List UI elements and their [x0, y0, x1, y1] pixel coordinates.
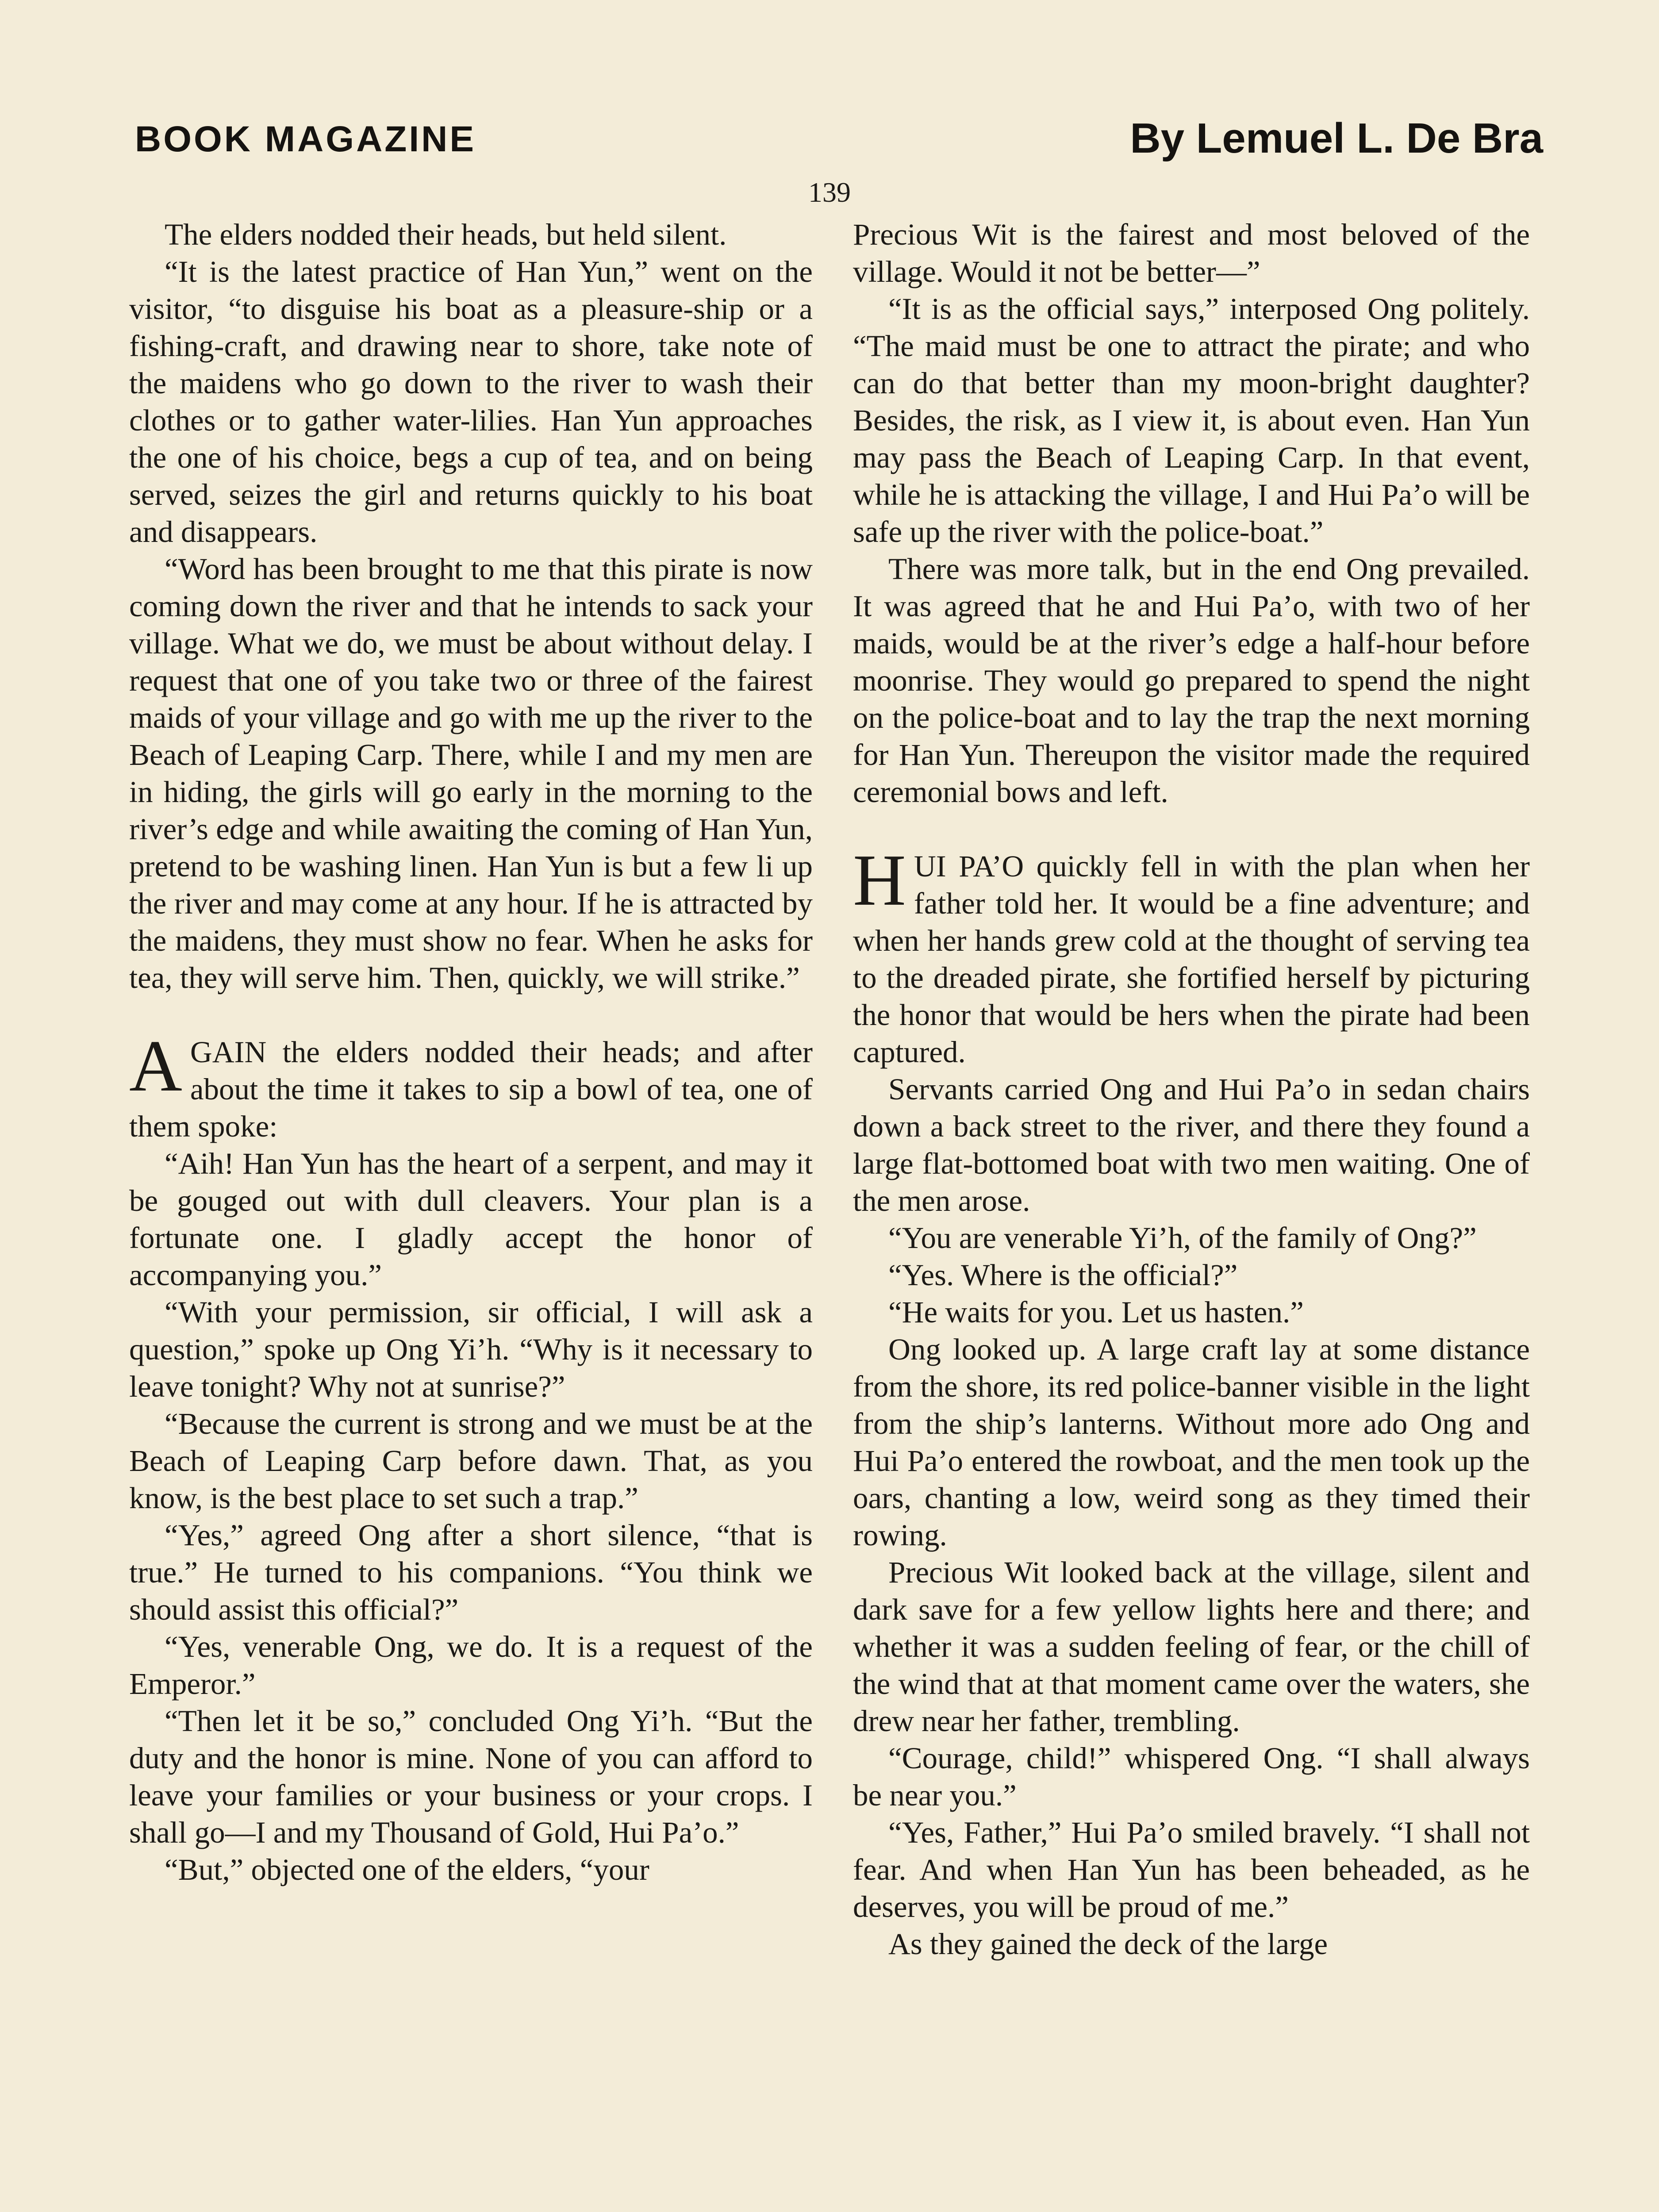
paragraph: “But,” objected one of the elders, “your	[165, 1853, 649, 1886]
paragraph: Precious Wit is the fairest and most beloved of the village. Would it not be better—”	[853, 218, 1530, 288]
paragraph: The elders nodded their heads, but held silent.	[165, 218, 727, 251]
paragraph: “Aih! Han Yun has the heart of a serpent, and may it be gouged out with dull cleavers. Your plan is a fortunate one. I gladly accept the honor of accompanying you.”	[129, 1147, 813, 1292]
paragraph: “Then let it be so,” concluded Ong Yi’h. “But the duty and the honor is mine. None of you can afford to leave your families or your business or your crops. I shall go—I and my Thousand of Gold, Hui Pa’o.”	[129, 1704, 813, 1849]
paragraph: “He waits for you. Let us hasten.”	[888, 1295, 1304, 1329]
section-text: GAIN the elders nodded their heads; and after about the time it takes to sip a bowl of tea, one of them spoke:	[129, 1035, 813, 1143]
paragraph: “Yes, venerable Ong, we do. It is a request of the Emperor.”	[129, 1630, 813, 1701]
paragraph: “It is as the official says,” interposed Ong politely. “The maid must be one to attract the pirate; and who can do that better than my moon-bright daughter? Besides, the risk, as I view it, is about even. Han Yun may pass the Beach of Leaping Carp. In that event, while he is attacking the village, I and Hui Pa’o will be safe up the river with the police-boat.”	[853, 292, 1530, 549]
magazine-title: BOOK MAGAZINE	[135, 119, 476, 159]
paragraph: “Courage, child!” whispered Ong. “I shall always be near you.”	[853, 1741, 1530, 1812]
page-number: 139	[808, 177, 851, 208]
paragraph: Precious Wit looked back at the village, silent and dark save for a few yellow lights here and there; and whether it was a sudden feeling of fear, or the chill of the wind that at that moment came over the waters, she drew near her father, trembling.	[853, 1555, 1530, 1738]
author-byline: By Lemuel L. De Bra	[1130, 115, 1543, 162]
paragraph: “With your permission, sir official, I will ask a question,” spoke up Ong Yi’h. “Why is it necessary to leave tonight? Why not at sunrise?”	[129, 1295, 813, 1403]
paragraph: “Word has been brought to me that this pirate is now coming down the river and that he intends to sack your village. What we do, we must be about without delay. I request that one of you take two or three of the fairest maids of your village and go with me up the river to the Beach of Leaping Carp. There, while I and my men are in hiding, the girls will go early in the morning to the river’s edge and while awaiting the coming of Han Yun, pretend to be washing linen. Han Yun is but a few li up the river and may come at any hour. If he is attracted by the maidens, they must show no fear. When he asks for tea, they will serve him. Then, quickly, we will strike.”	[129, 552, 813, 995]
paragraph: Ong looked up. A large craft lay at some distance from the shore, its red police-banner visible in the light from the ship’s lanterns. Without more ado Ong and Hui Pa’o entered the rowboat, and the men took up the oars, chanting a low, weird song as they timed their rowing.	[853, 1333, 1530, 1552]
paragraph: Servants carried Ong and Hui Pa’o in sedan chairs down a back street to the river, and there they found a large flat-bottomed boat with two men waiting. One of the men arose.	[853, 1072, 1530, 1217]
paragraph: “Because the current is strong and we must be at the Beach of Leaping Carp before dawn. That, as you know, is the best place to set such a trap.”	[129, 1407, 813, 1515]
paragraph: “It is the latest practice of Han Yun,” went on the visitor, “to disguise his boat as a pleasure-ship or a fishing-craft, and drawing near to shore, take note of the maidens who go down to the river to wash their clothes or to gather water-lilies. Han Yun approaches the one of his choice, begs a cup of tea, and on being served, seizes the girl and returns quickly to his boat and disappears.	[129, 255, 813, 549]
paragraph: “Yes,” agreed Ong after a short silence, “that is true.” He turned to his companions. “You think we should assist this official?”	[129, 1518, 813, 1626]
paragraph: As they gained the deck of the large	[888, 1927, 1328, 1961]
left-column	[129, 216, 813, 1888]
section-paragraph	[129, 1025, 813, 1145]
section-text: UI PA’O quickly fell in with the plan when her father told her. It would be a fine adventure; and when her hands grew cold at the thought of serving tea to the dreaded pirate, she fortified herself by picturing the honor that would be hers when the pirate had been captured.	[853, 849, 1530, 1069]
drop-cap: H	[853, 839, 906, 921]
paragraph: “Yes. Where is the official?”	[888, 1258, 1238, 1292]
right-column	[853, 216, 1530, 1962]
drop-cap: A	[129, 1025, 182, 1106]
paragraph: There was more talk, but in the end Ong prevailed. It was agreed that he and Hui Pa’o, with two of her maids, would be at the river’s edge a half-hour before moonrise. They would go prepared to spend the night on the police-boat and to lay the trap the next morning for Han Yun. Thereupon the visitor made the required ceremonial bows and left.	[853, 552, 1530, 809]
paragraph: “Yes, Father,” Hui Pa’o smiled bravely. “I shall not fear. And when Han Yun has been beheaded, as he deserves, you will be proud of me.”	[853, 1816, 1530, 1924]
section-paragraph	[853, 839, 1530, 1071]
paragraph: “You are venerable Yi’h, of the family of Ong?”	[888, 1221, 1477, 1255]
